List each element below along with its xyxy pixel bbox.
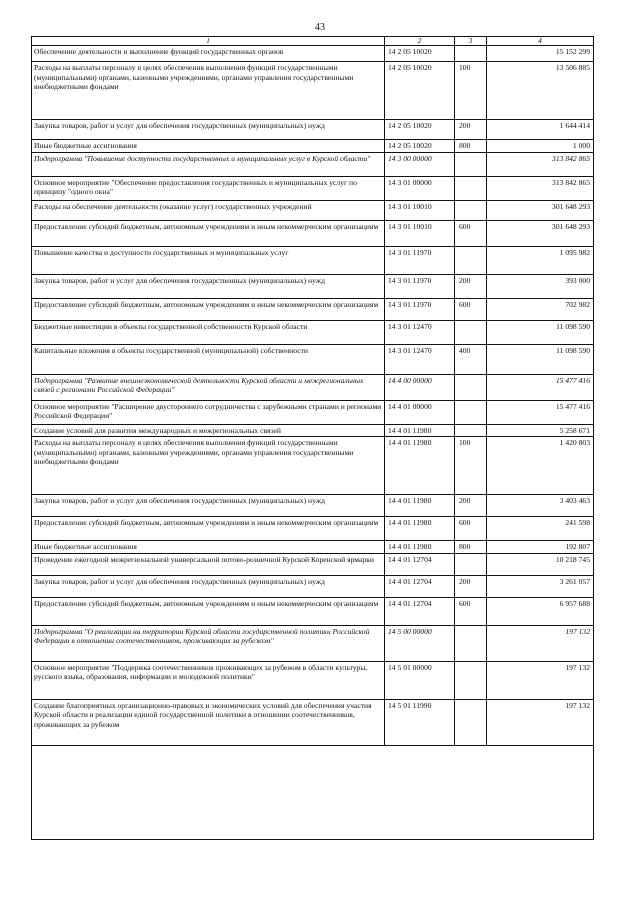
row-code: 14 3 00 00000 — [385, 152, 455, 176]
row-amount: 301 648 293 — [487, 220, 594, 246]
table-row — [32, 274, 594, 298]
row-code: 14 5 01 11990 — [385, 699, 455, 745]
row-amount: 15 477 416 — [487, 400, 594, 424]
table-row — [32, 176, 594, 200]
row-amount: 197 132 — [487, 625, 594, 661]
row-amount: 301 648 293 — [487, 200, 594, 220]
table-row — [32, 344, 594, 374]
table-row — [32, 200, 594, 220]
row-type — [455, 374, 487, 400]
table-row — [32, 400, 594, 424]
row-type: 600 — [455, 517, 487, 541]
row-type: 100 — [455, 62, 487, 120]
row-code: 14 2 05 10020 — [385, 120, 455, 140]
row-code: 14 3 01 12470 — [385, 320, 455, 344]
row-code: 14 4 01 11980 — [385, 517, 455, 541]
header-col-1: 1 — [32, 37, 385, 46]
row-type — [455, 400, 487, 424]
table-row — [32, 553, 594, 575]
row-name: Предоставление субсидий бюджетным, автономным учреждениям и иным некоммерческим организациям — [32, 597, 385, 625]
row-type — [455, 320, 487, 344]
table-row — [32, 495, 594, 517]
row-amount: 1 420 803 — [487, 437, 594, 495]
row-name: Расходы на выплаты персоналу в целях обеспечения выполнения функций государственными (муниципальными) органами, казенными учреждениями, органами управления государственными внебюджетными фондами — [32, 62, 385, 120]
row-type: 100 — [455, 437, 487, 495]
row-name: Закупка товаров, работ и услуг для обеспечения государственных (муниципальных) нужд — [32, 575, 385, 597]
table-row — [32, 661, 594, 699]
header-col-2: 2 — [385, 37, 455, 46]
row-amount: 3 403 463 — [487, 495, 594, 517]
row-name: Предоставление субсидий бюджетным, автономным учреждениям и иным некоммерческим организациям — [32, 517, 385, 541]
table-row — [32, 437, 594, 495]
row-code: 14 5 01 00000 — [385, 661, 455, 699]
row-name: Подпрограмма "Развитие внешнеэкономической деятельности Курской области и межрегиональных связей с регионами Российской Федерации" — [32, 374, 385, 400]
row-name: Расходы на обеспечение деятельности (оказание услуг) государственных учреждений — [32, 200, 385, 220]
table-row — [32, 120, 594, 140]
row-name: Закупка товаров, работ и услуг для обеспечения государственных (муниципальных) нужд — [32, 495, 385, 517]
row-name: Подпрограмма "О реализации на территории Курской области государственной политики Российской Федерации в отношении соотечественников, проживающих за рубежом" — [32, 625, 385, 661]
row-name: Обеспечение деятельности и выполнение функций государственных органов — [32, 46, 385, 62]
row-name: Закупка товаров, работ и услуг для обеспечения государственных (муниципальных) нужд — [32, 274, 385, 298]
table-row — [32, 46, 594, 62]
row-name: Иные бюджетные ассигнования — [32, 140, 385, 153]
row-name: Предоставление субсидий бюджетным, автономным учреждениям и иным некоммерческим организациям — [32, 298, 385, 320]
row-name: Расходы на выплаты персоналу в целях обеспечения выполнения функций государственными (муниципальными) органами, казенными учреждениями, органами управления государственными внебюджетными фондами — [32, 437, 385, 495]
row-amount: 1 000 — [487, 140, 594, 153]
row-code: 14 3 01 10010 — [385, 200, 455, 220]
row-amount: 393 000 — [487, 274, 594, 298]
table-row — [32, 625, 594, 661]
row-amount: 15 152 299 — [487, 46, 594, 62]
row-type: 200 — [455, 575, 487, 597]
row-code: 14 4 00 00000 — [385, 374, 455, 400]
row-name: Повышение качества и доступности государственных и муниципальных услуг — [32, 246, 385, 274]
row-amount: 192 807 — [487, 541, 594, 554]
table-row — [32, 140, 594, 153]
row-amount: 702 982 — [487, 298, 594, 320]
table-row — [32, 517, 594, 541]
row-type — [455, 661, 487, 699]
row-code: 14 3 01 11970 — [385, 246, 455, 274]
row-name: Основное мероприятие "Расширение двустороннего сотрудничества с зарубежными странами и регионами Российской Федерации" — [32, 400, 385, 424]
row-name: Основное мероприятие "Поддержка соотечественников проживающих за рубежом в области культуры, русского языка, образования, информации и молодежной политики" — [32, 661, 385, 699]
table-row — [32, 424, 594, 437]
table-row — [32, 575, 594, 597]
row-amount: 1 095 982 — [487, 246, 594, 274]
row-amount: 11 098 590 — [487, 320, 594, 344]
row-code: 14 4 01 11980 — [385, 495, 455, 517]
row-code: 14 2 05 10020 — [385, 62, 455, 120]
row-amount: 15 477 416 — [487, 374, 594, 400]
row-type: 200 — [455, 120, 487, 140]
row-amount: 10 218 745 — [487, 553, 594, 575]
row-type: 800 — [455, 140, 487, 153]
row-type: 400 — [455, 344, 487, 374]
row-amount: 3 261 057 — [487, 575, 594, 597]
row-type — [455, 699, 487, 745]
row-amount: 313 842 865 — [487, 176, 594, 200]
table-row — [32, 699, 594, 745]
row-code: 14 4 01 11980 — [385, 541, 455, 554]
row-code: 14 4 01 12704 — [385, 575, 455, 597]
row-code: 14 4 01 11980 — [385, 424, 455, 437]
row-amount: 197 132 — [487, 699, 594, 745]
row-type — [455, 200, 487, 220]
row-amount: 5 258 671 — [487, 424, 594, 437]
row-type — [455, 625, 487, 661]
table-row — [32, 246, 594, 274]
table-row — [32, 320, 594, 344]
row-code: 14 2 05 10020 — [385, 140, 455, 153]
row-name: Основное мероприятие "Обеспечение предоставления государственных и муниципальных услуг по принципу "одного окна" — [32, 176, 385, 200]
row-amount: 313 842 865 — [487, 152, 594, 176]
row-code: 14 4 01 12704 — [385, 553, 455, 575]
row-code: 14 3 01 00000 — [385, 176, 455, 200]
row-code: 14 2 05 10020 — [385, 46, 455, 62]
row-amount: 197 132 — [487, 661, 594, 699]
row-type: 600 — [455, 597, 487, 625]
budget-table — [31, 36, 594, 746]
row-amount: 11 098 590 — [487, 344, 594, 374]
row-code: 14 4 01 00000 — [385, 400, 455, 424]
row-name: Бюджетные инвестиции в объекты государственной собственности Курской области — [32, 320, 385, 344]
header-row — [32, 37, 594, 46]
row-code: 14 3 01 10010 — [385, 220, 455, 246]
header-col-4: 4 — [487, 37, 594, 46]
row-amount: 13 506 885 — [487, 62, 594, 120]
table-row — [32, 220, 594, 246]
row-amount: 241 598 — [487, 517, 594, 541]
table-row — [32, 152, 594, 176]
row-name: Создание условий для развития международных и межрегиональных связей — [32, 424, 385, 437]
table-row — [32, 541, 594, 554]
row-name: Предоставление субсидий бюджетным, автономным учреждениям и иным некоммерческим организациям — [32, 220, 385, 246]
page-number: 43 — [315, 22, 325, 33]
row-code: 14 4 01 12704 — [385, 597, 455, 625]
row-name: Иные бюджетные ассигнования — [32, 541, 385, 554]
row-code: 14 3 01 12470 — [385, 344, 455, 374]
row-type — [455, 46, 487, 62]
row-name: Проведение ежегодной межрегиональной универсальной оптово-розничной Курской Коренской ярмарки — [32, 553, 385, 575]
row-code: 14 3 01 11970 — [385, 274, 455, 298]
row-type — [455, 553, 487, 575]
row-type: 200 — [455, 274, 487, 298]
row-name: Закупка товаров, работ и услуг для обеспечения государственных (муниципальных) нужд — [32, 120, 385, 140]
row-amount: 6 957 688 — [487, 597, 594, 625]
row-code: 14 4 01 11980 — [385, 437, 455, 495]
row-amount: 1 644 414 — [487, 120, 594, 140]
row-code: 14 3 01 11970 — [385, 298, 455, 320]
row-name: Создание благоприятных организационно-правовых и экономических условий для обеспечения участия Курской области в реализации единой государственной политики в отношении соотечественников, проживающих за рубежом — [32, 699, 385, 745]
row-type — [455, 246, 487, 274]
row-type — [455, 424, 487, 437]
row-type: 200 — [455, 495, 487, 517]
row-type — [455, 176, 487, 200]
row-type: 800 — [455, 541, 487, 554]
table-row — [32, 374, 594, 400]
table-row — [32, 62, 594, 120]
row-type: 600 — [455, 220, 487, 246]
row-name: Капитальные вложения в объекты государственной (муниципальной) собственности — [32, 344, 385, 374]
table-row — [32, 597, 594, 625]
header-col-3: 3 — [455, 37, 487, 46]
table-row — [32, 298, 594, 320]
row-type — [455, 152, 487, 176]
row-name: Подпрограмма "Повышение доступности государственных и муниципальных услуг в Курской области" — [32, 152, 385, 176]
row-code: 14 5 00 00000 — [385, 625, 455, 661]
row-type: 600 — [455, 298, 487, 320]
